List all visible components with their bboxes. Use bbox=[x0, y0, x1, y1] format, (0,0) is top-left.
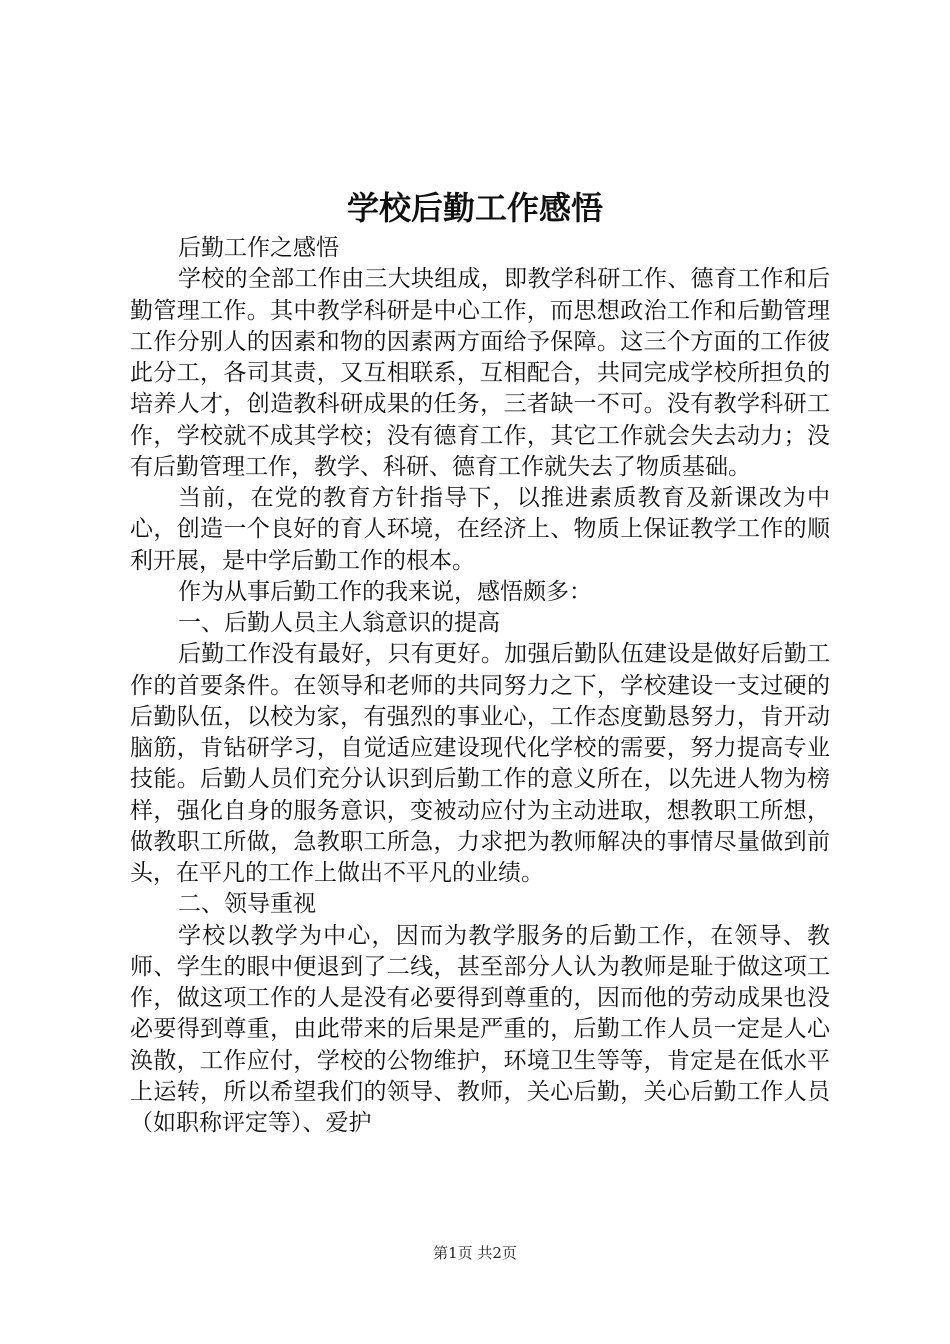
paragraph: 学校的全部工作由三大块组成，即教学科研工作、德育工作和后勤管理工作。其中教学科研是中心工作，而思想政治工作和后勤管理工作分别人的因素和物的因素两方面给予保障。这三个方面的工作彼此分工，各司其责，又互相联系，互相配合，共同完成学校所担负的培养人才，创造教科研成果的任务，三者缺一不可。没有教学科研工作，学校就不成其学校；没有德育工作，其它工作就会失去动力；没有后勤管理工作，教学、科研、德育工作就失去了物质基础。 bbox=[130, 266, 830, 480]
paragraph: 学校以教学为中心，因而为教学服务的后勤工作，在领导、教师、学生的眼中便退到了二线，甚至部分人认为教师是耻于做这项工作，做这项工作的人是没有必要得到尊重的，因而他的劳动成果也没必要得到尊重，由此带来的后果是严重的，后勤工作人员一定是人心涣散，工作应付，学校的公物维护，环境卫生等等，肯定是在低水平上运转，所以希望我们的领导、教师，关心后勤，关心后勤工作人员（如职称评定等）、爱护 bbox=[130, 922, 830, 1136]
page-number-footer: 第1页 共2页 bbox=[433, 1244, 517, 1262]
paragraph: 后勤工作没有最好，只有更好。加强后勤队伍建设是做好后勤工作的首要条件。在领导和老师的共同努力之下，学校建设一支过硬的后勤队伍，以校为家，有强烈的事业心，工作态度勤恳努力，肯开动脑筋，肯钻研学习，自觉适应建设现代化学校的需要，努力提高专业技能。后勤人员们充分认识到后勤工作的意义所在，以先进人物为榜样，强化自身的服务意识，变被动应付为主动进取，想教职工所想，做教职工所做，急教职工所急，力求把为教师解决的事情尽量做到前头，在平凡的工作上做出不平凡的业绩。 bbox=[130, 641, 830, 886]
paragraph-subtitle: 后勤工作之感悟 bbox=[178, 235, 339, 261]
section-heading: 二、领导重视 bbox=[178, 891, 316, 918]
document-body bbox=[130, 233, 830, 1139]
paragraph: 当前，在党的教育方针指导下，以推进素质教育及新课改为中心，创造一个良好的育人环境，在经济上、物质上保证教学工作的顺利开展，是中学后勤工作的根本。 bbox=[130, 485, 830, 574]
section-heading: 一、后勤人员主人翁意识的提高 bbox=[178, 610, 500, 636]
document-title: 学校后勤工作感悟 bbox=[346, 189, 603, 227]
paragraph: 作为从事后勤工作的我来说，感悟颇多： bbox=[178, 578, 592, 605]
